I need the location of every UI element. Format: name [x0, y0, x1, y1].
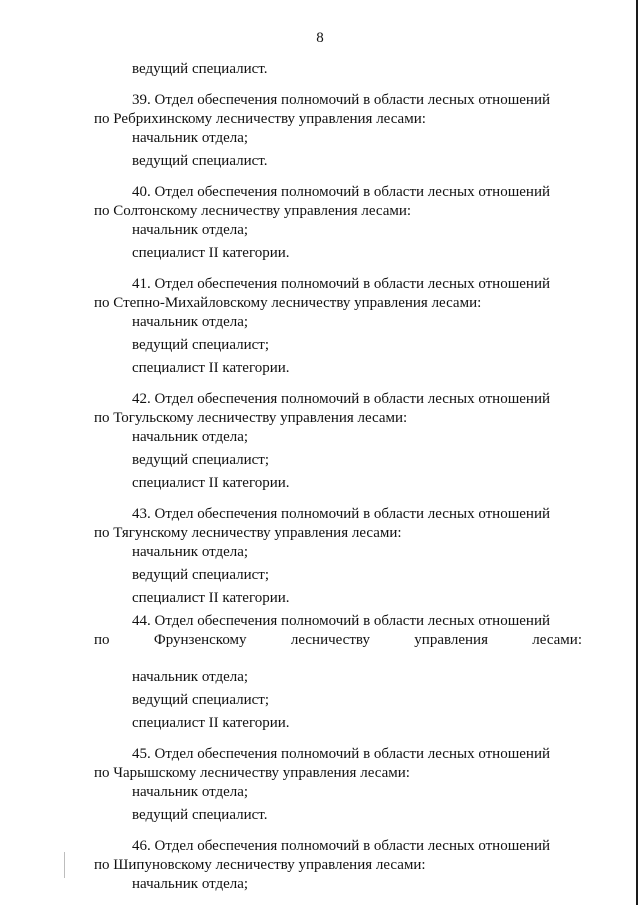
list-item: начальник отдела;	[132, 429, 249, 445]
section-43-heading: 43. Отдел обеспечения полномочий в области лесных отношений	[132, 506, 550, 522]
list-item: начальник отдела;	[132, 669, 249, 685]
page-number: 8	[316, 30, 324, 46]
section-40-heading: 40. Отдел обеспечения полномочий в области лесных отношений	[132, 184, 550, 200]
section-41-heading: 41. Отдел обеспечения полномочий в области лесных отношений	[132, 276, 550, 292]
document-body	[94, 60, 582, 894]
list-item: начальник отдела;	[132, 876, 249, 892]
section-40-heading-cont: по Солтонскому лесничеству управления лесами:	[94, 203, 412, 219]
section-44-heading: 44. Отдел обеспечения полномочий в области лесных отношений	[132, 613, 550, 629]
list-item: ведущий специалист;	[132, 692, 270, 708]
list-item: начальник отдела;	[132, 544, 249, 560]
section-42-heading: 42. Отдел обеспечения полномочий в области лесных отношений	[132, 391, 550, 407]
list-item: специалист II категории.	[132, 590, 290, 606]
list-item: специалист II категории.	[132, 245, 290, 261]
section-44-heading-cont	[94, 631, 582, 650]
list-item: ведущий специалист;	[132, 567, 270, 583]
section-46-heading: 46. Отдел обеспечения полномочий в области лесных отношений	[132, 838, 550, 854]
section-45-heading-cont: по Чарышскому лесничеству управления лесами:	[94, 765, 410, 781]
section-41-heading-cont: по Степно-Михайловскому лесничеству управления лесами:	[94, 295, 482, 311]
list-item: начальник отдела;	[132, 130, 249, 146]
word: лесничеству	[290, 632, 370, 648]
scan-edge-line	[636, 0, 638, 905]
word: Фрунзенскому	[153, 632, 247, 648]
word: по	[94, 632, 110, 648]
list-item: начальник отдела;	[132, 314, 249, 330]
list-item: специалист II категории.	[132, 475, 290, 491]
list-item: ведущий специалист;	[132, 337, 270, 353]
list-item: ведущий специалист.	[132, 807, 268, 823]
section-39-heading: 39. Отдел обеспечения полномочий в области лесных отношений	[132, 92, 550, 108]
section-46-heading-cont: по Шипуновскому лесничеству управления лесами:	[94, 857, 426, 873]
section-39-heading-cont: по Ребрихинскому лесничеству управления лесами:	[94, 111, 426, 127]
list-item: начальник отдела;	[132, 222, 249, 238]
list-item: специалист II категории.	[132, 360, 290, 376]
list-item: ведущий специалист.	[132, 153, 268, 169]
list-item: ведущий специалист.	[132, 61, 268, 77]
section-43-heading-cont: по Тягунскому лесничеству управления лесами:	[94, 525, 402, 541]
list-item: специалист II категории.	[132, 715, 290, 731]
word: лесами:	[532, 632, 582, 648]
word: управления	[414, 632, 488, 648]
section-42-heading-cont: по Тогульскому лесничеству управления лесами:	[94, 410, 408, 426]
list-item: начальник отдела;	[132, 784, 249, 800]
section-45-heading: 45. Отдел обеспечения полномочий в области лесных отношений	[132, 746, 550, 762]
scan-artifact	[64, 852, 65, 878]
list-item: ведущий специалист;	[132, 452, 270, 468]
